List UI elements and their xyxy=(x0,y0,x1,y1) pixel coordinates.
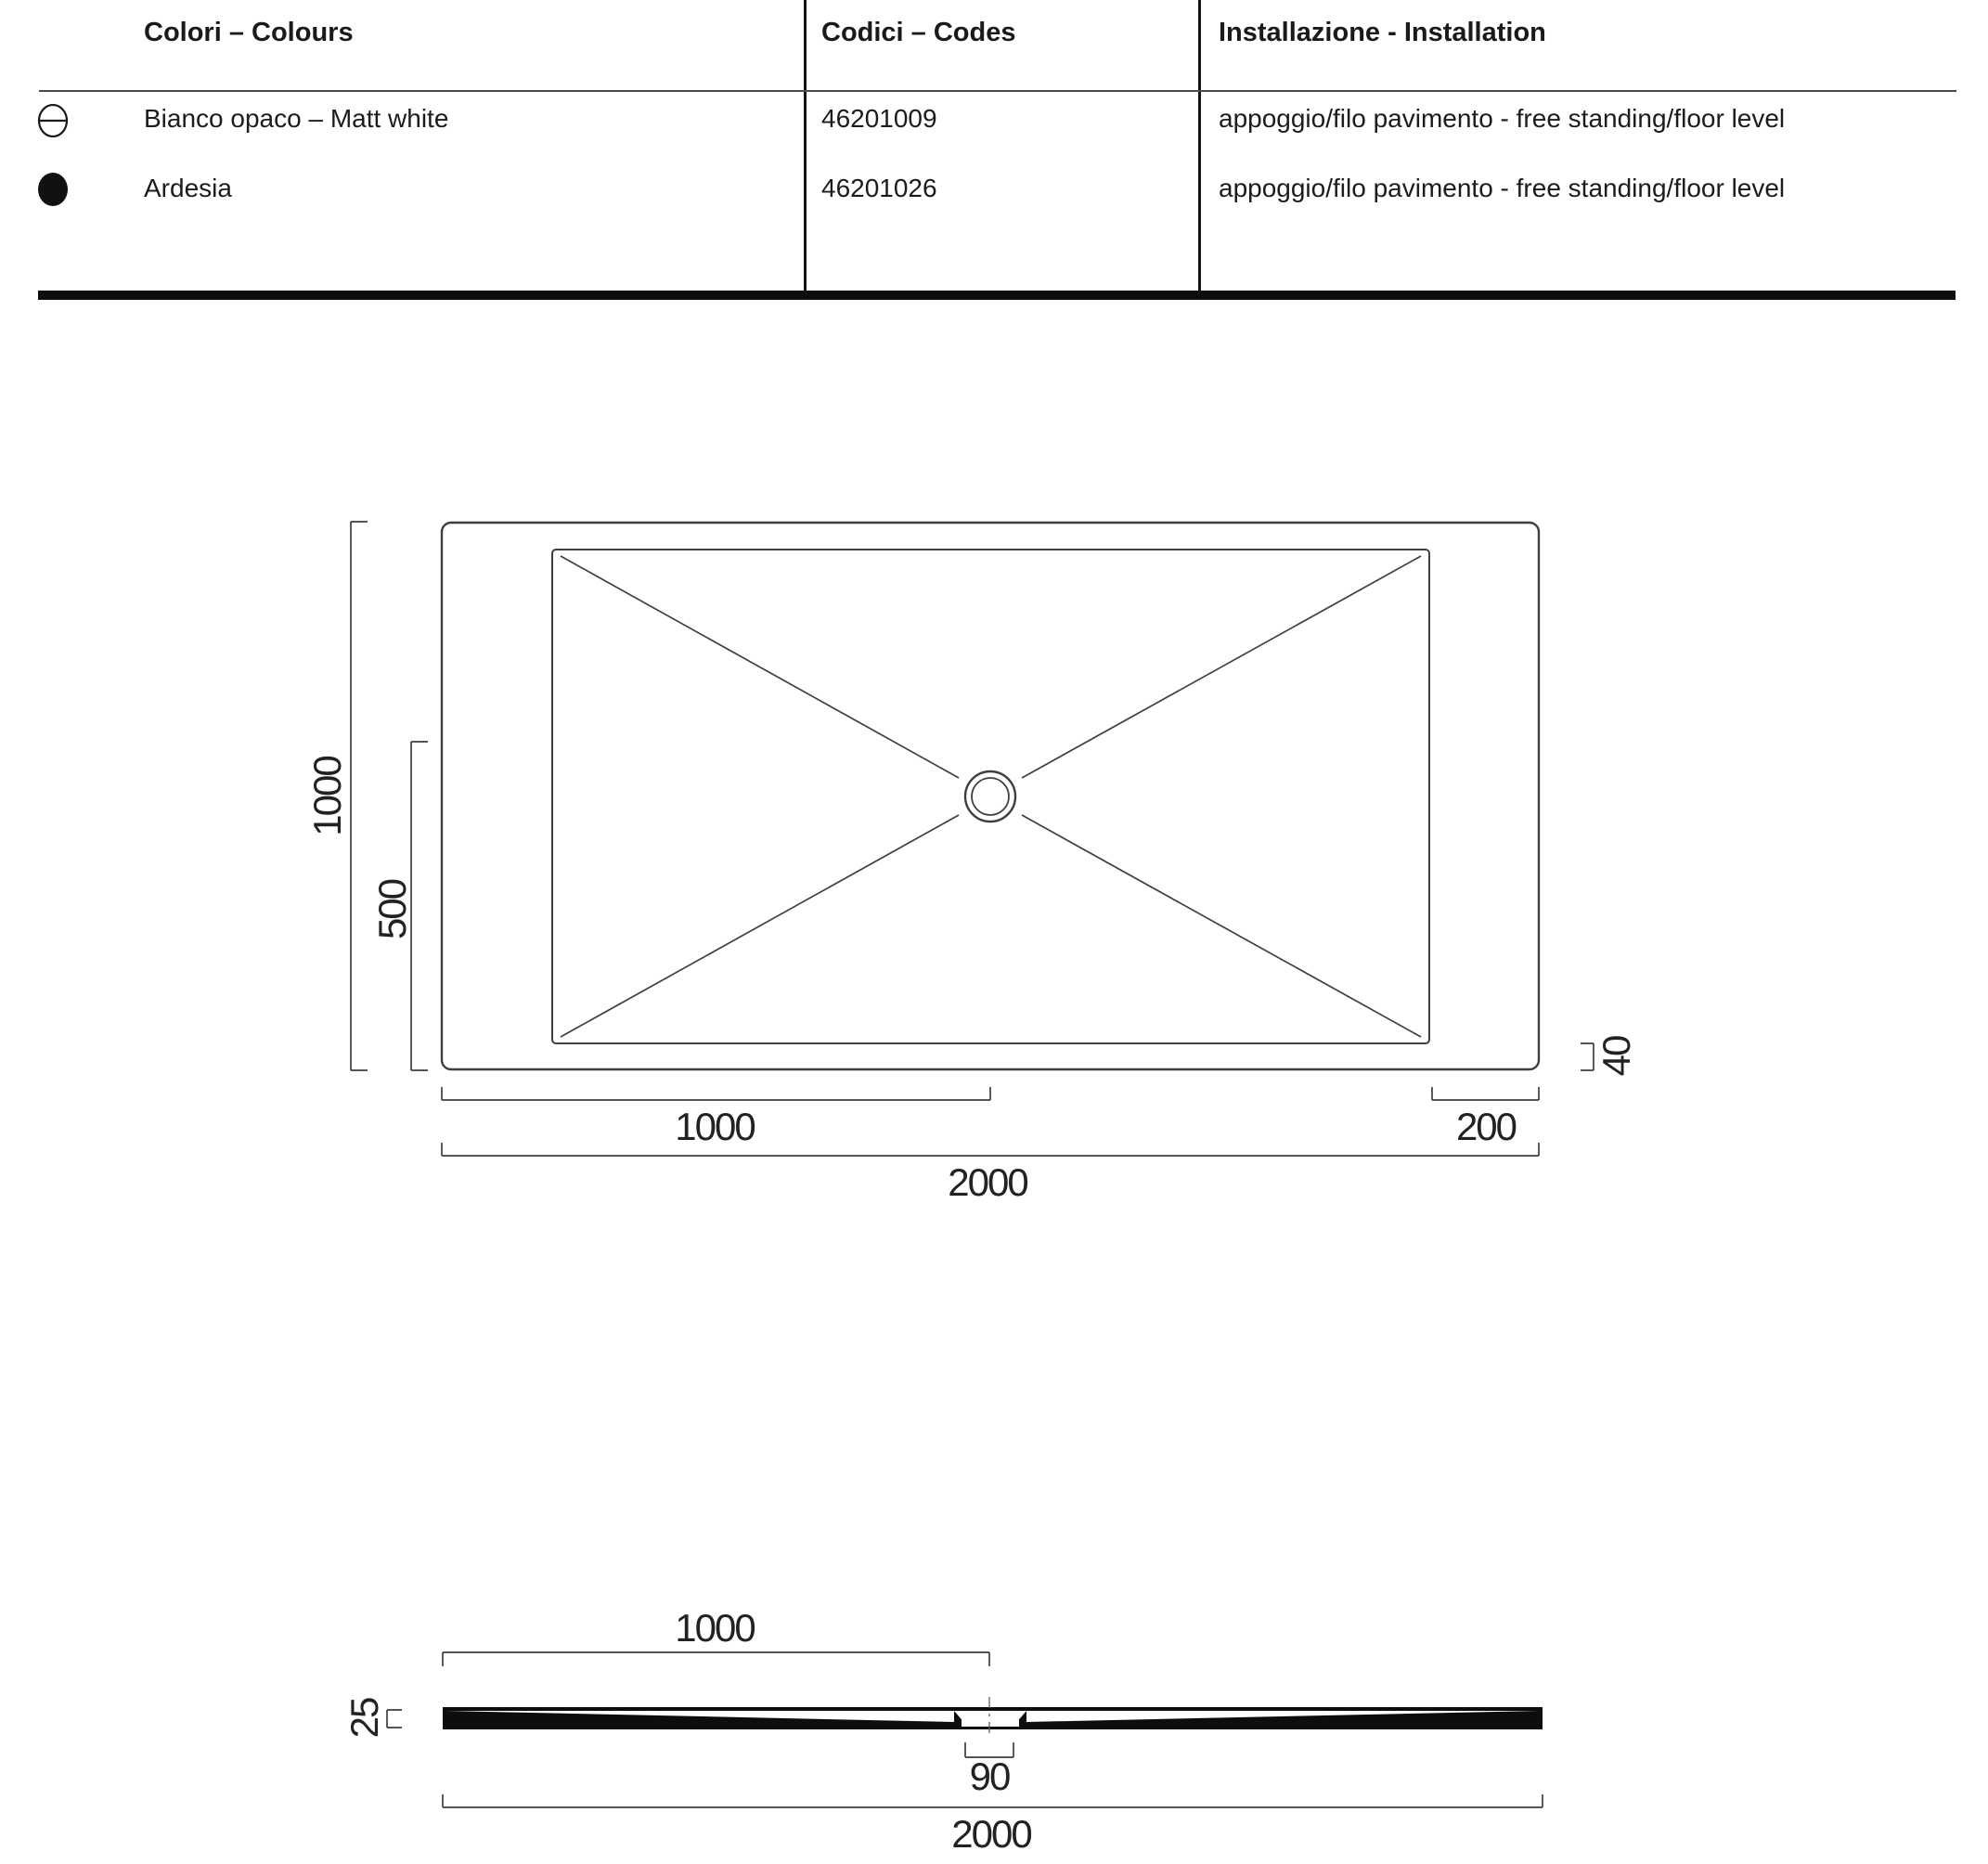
profile-drain-slot xyxy=(962,1720,1019,1727)
dim-label-40: 40 xyxy=(1594,1036,1638,1077)
slope-diagonals xyxy=(561,556,1421,1037)
dim-label-profile-2000: 2000 xyxy=(951,1812,1031,1856)
dim-label-90: 90 xyxy=(969,1754,1010,1798)
code-cell: 46201009 xyxy=(821,104,937,133)
color-name-cell: Bianco opaco – Matt white xyxy=(144,104,449,133)
column-header-colors: Colori – Colours xyxy=(144,18,354,47)
dim-label-drain-1000: 1000 xyxy=(675,1105,755,1148)
profile-dimension-lines xyxy=(387,1652,1543,1807)
color-name-cell: Ardesia xyxy=(144,174,232,202)
installation-cell: appoggio/filo pavimento - free standing/floor level xyxy=(1219,174,1786,202)
top-view-inner-outline xyxy=(552,550,1429,1043)
drain-outer-circle xyxy=(965,771,1015,822)
dim-label-200: 200 xyxy=(1455,1105,1517,1148)
drain-inner-circle xyxy=(972,778,1009,815)
dim-label-profile-1000: 1000 xyxy=(675,1606,755,1650)
dim-label-width-2000: 2000 xyxy=(948,1160,1027,1204)
code-cell: 46201026 xyxy=(821,174,937,202)
top-view-outer-outline xyxy=(442,523,1539,1069)
dim-label-500: 500 xyxy=(370,879,414,940)
top-view-dimension-lines xyxy=(351,522,1594,1156)
dim-label-depth-1000: 1000 xyxy=(305,757,349,836)
installation-cell: appoggio/filo pavimento - free standing/floor level xyxy=(1219,104,1786,133)
top-view xyxy=(351,522,1594,1156)
profile-view xyxy=(387,1652,1543,1807)
column-header-installation: Installazione - Installation xyxy=(1219,18,1546,47)
dim-label-25: 25 xyxy=(342,1698,386,1739)
column-header-codes: Codici – Codes xyxy=(821,18,1016,47)
